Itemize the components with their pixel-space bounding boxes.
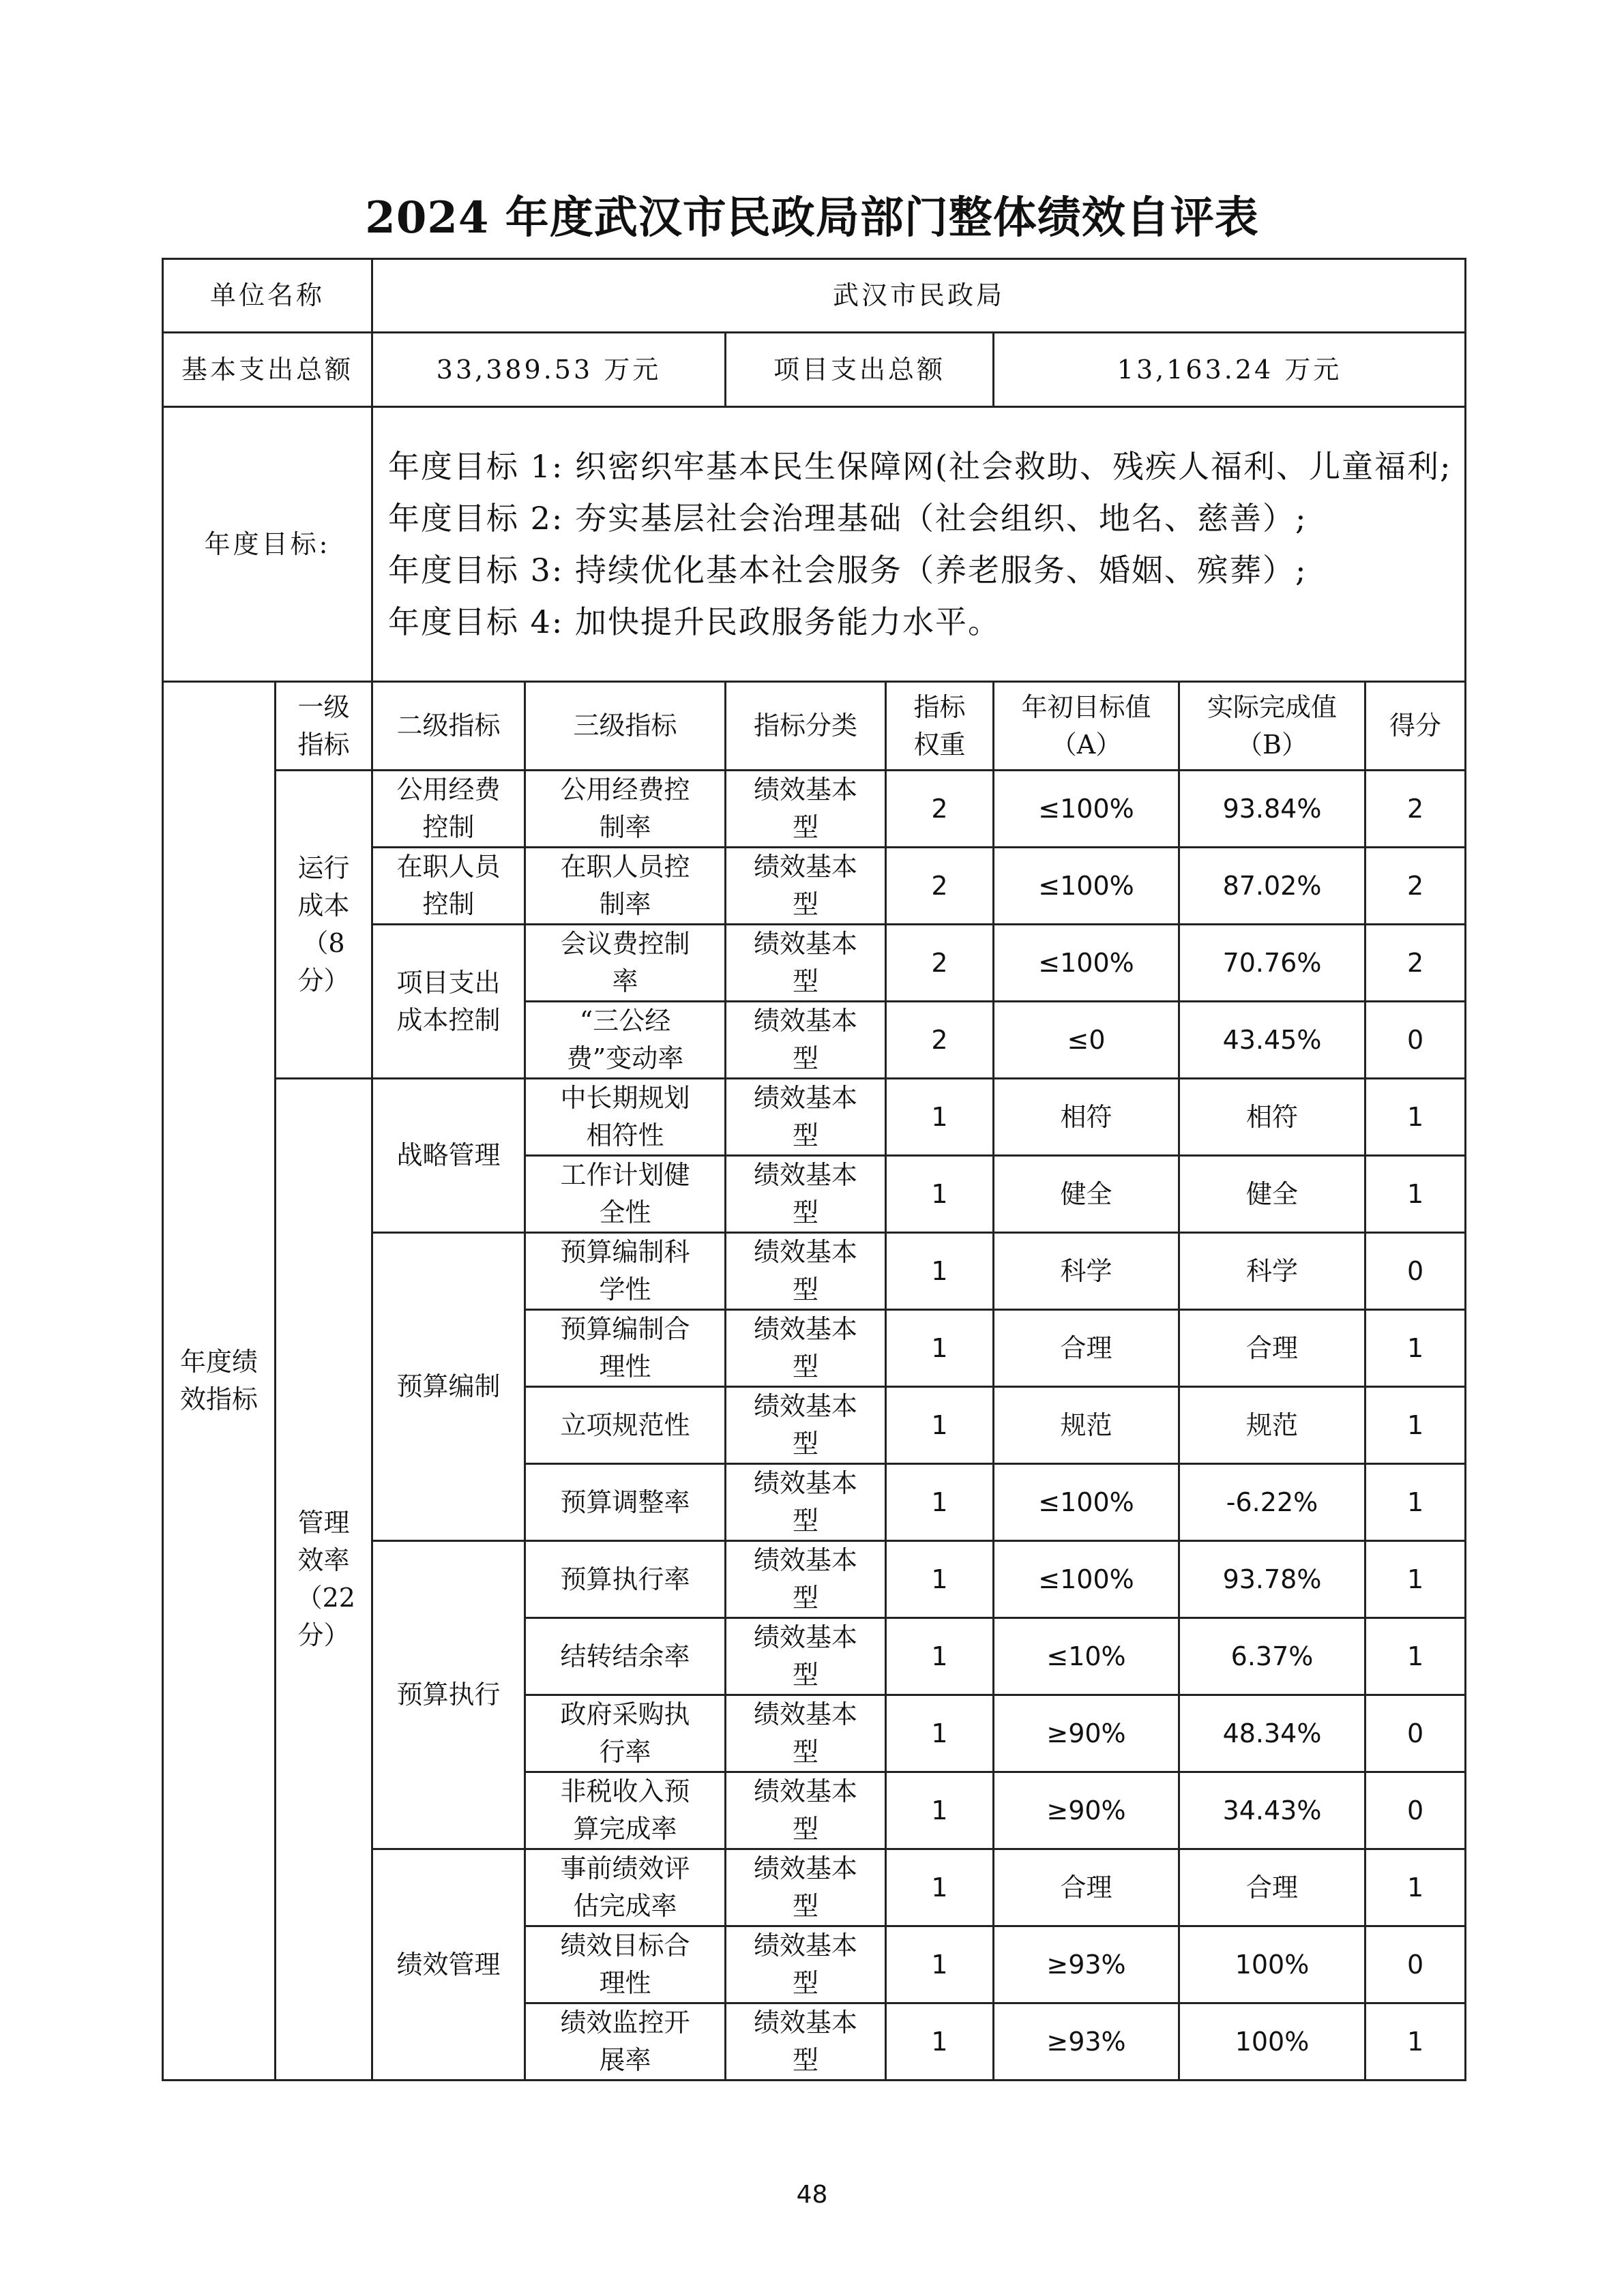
actual-value: -6.22%: [1179, 1464, 1365, 1541]
level3-indicator: 预算编制合理性: [525, 1310, 726, 1387]
score: 0: [1365, 1233, 1466, 1310]
indicator-category: 绩效基本型: [726, 925, 886, 1002]
actual-value: 科学: [1179, 1233, 1365, 1310]
project-expenditure-value: 13,163.24 万元: [994, 333, 1466, 407]
header-level2: 二级指标: [372, 682, 525, 771]
level2-budget-execution: 预算执行: [372, 1541, 525, 1849]
header-level3: 三级指标: [525, 682, 726, 771]
unit-label: 单位名称: [163, 259, 372, 333]
actual-value: 合理: [1179, 1310, 1365, 1387]
indicator-category: 绩效基本型: [726, 1695, 886, 1772]
indicator-category: 绩效基本型: [726, 1156, 886, 1233]
indicator-weight: 1: [886, 1464, 994, 1541]
level3-indicator: 工作计划健全性: [525, 1156, 726, 1233]
level2-public-expense: 公用经费控制: [372, 771, 525, 848]
indicator-weight: 1: [886, 1772, 994, 1849]
indicator-category: 绩效基本型: [726, 1772, 886, 1849]
actual-value: 100%: [1179, 1926, 1365, 2003]
indicator-category: 绩效基本型: [726, 2003, 886, 2081]
indicator-weight: 2: [886, 771, 994, 848]
goal-item: 年度目标 3: 持续优化基本社会服务（养老服务、婚姻、殡葬）;: [388, 552, 1308, 588]
target-value: ≥93%: [994, 1926, 1179, 2003]
actual-value: 34.43%: [1179, 1772, 1365, 1849]
performance-table: [162, 258, 1466, 2081]
actual-value: 87.02%: [1179, 848, 1365, 925]
target-value: ≤100%: [994, 925, 1179, 1002]
level2-project-cost: 项目支出成本控制: [372, 925, 525, 1079]
target-value: 健全: [994, 1156, 1179, 1233]
score: 1: [1365, 1079, 1466, 1156]
indicator-category: 绩效基本型: [726, 1849, 886, 1926]
indicator-category: 绩效基本型: [726, 1464, 886, 1541]
level3-indicator: 在职人员控制率: [525, 848, 726, 925]
goal-item: 年度目标 2: 夯实基层社会治理基础（社会组织、地名、慈善）;: [388, 500, 1308, 537]
level3-indicator: 预算调整率: [525, 1464, 726, 1541]
basic-expenditure-value: 33,389.53 万元: [372, 333, 726, 407]
target-value: ≤100%: [994, 771, 1179, 848]
level3-indicator: 立项规范性: [525, 1387, 726, 1464]
indicator-weight: 1: [886, 1618, 994, 1695]
target-value: ≤10%: [994, 1618, 1179, 1695]
indicator-category: 绩效基本型: [726, 1002, 886, 1079]
target-value: ≤100%: [994, 1541, 1179, 1618]
level2-staff-control: 在职人员控制: [372, 848, 525, 925]
actual-value: 6.37%: [1179, 1618, 1365, 1695]
level2-strategy: 战略管理: [372, 1079, 525, 1233]
indicator-category: 绩效基本型: [726, 1079, 886, 1156]
indicator-category: 绩效基本型: [726, 848, 886, 925]
score: 1: [1365, 1849, 1466, 1926]
level2-performance-management: 绩效管理: [372, 1849, 525, 2081]
indicator-weight: 1: [886, 1695, 994, 1772]
target-value: 科学: [994, 1233, 1179, 1310]
indicator-category: 绩效基本型: [726, 1387, 886, 1464]
target-value: 规范: [994, 1387, 1179, 1464]
indicator-category: 绩效基本型: [726, 1926, 886, 2003]
level3-indicator: 绩效监控开展率: [525, 2003, 726, 2081]
level2-budget-preparation: 预算编制: [372, 1233, 525, 1541]
indicator-weight: 1: [886, 1156, 994, 1233]
score: 1: [1365, 1541, 1466, 1618]
header-actual: 实际完成值（B）: [1179, 682, 1365, 771]
indicator-category: 绩效基本型: [726, 1618, 886, 1695]
page-title: 2024 年度武汉市民政局部门整体绩效自评表: [365, 192, 1259, 243]
indicator-weight: 1: [886, 1849, 994, 1926]
indicator-category: 绩效基本型: [726, 771, 886, 848]
actual-value: 43.45%: [1179, 1002, 1365, 1079]
indicator-category: 绩效基本型: [726, 1233, 886, 1310]
indicator-category: 绩效基本型: [726, 1310, 886, 1387]
score: 2: [1365, 848, 1466, 925]
annual-goals: [372, 407, 1466, 682]
header-level1: 一级指标: [276, 682, 372, 771]
goal-item: 年度目标 4: 加快提升民政服务能力水平。: [388, 603, 1001, 640]
header-category: 指标分类: [726, 682, 886, 771]
indicator-weight: 1: [886, 1541, 994, 1618]
level3-indicator: 预算编制科学性: [525, 1233, 726, 1310]
actual-value: 93.84%: [1179, 771, 1365, 848]
actual-value: 93.78%: [1179, 1541, 1365, 1618]
goal-item: 年度目标 1: 织密织牢基本民生保障网(社会救助、残疾人福利、儿童福利;: [388, 448, 1452, 485]
indicators-section-label: 年度绩效指标: [163, 682, 276, 2081]
basic-expenditure-label: 基本支出总额: [163, 333, 372, 407]
score: 2: [1365, 925, 1466, 1002]
actual-value: 48.34%: [1179, 1695, 1365, 1772]
target-value: ≤100%: [994, 1464, 1179, 1541]
score: 0: [1365, 1926, 1466, 2003]
level3-indicator: 绩效目标合理性: [525, 1926, 726, 2003]
actual-value: 70.76%: [1179, 925, 1365, 1002]
header-target: 年初目标值（A）: [994, 682, 1179, 771]
actual-value: 相符: [1179, 1079, 1365, 1156]
target-value: ≥90%: [994, 1695, 1179, 1772]
actual-value: 合理: [1179, 1849, 1365, 1926]
level3-indicator: 预算执行率: [525, 1541, 726, 1618]
level3-indicator: 公用经费控制率: [525, 771, 726, 848]
unit-value: 武汉市民政局: [372, 259, 1466, 333]
target-value: ≥90%: [994, 1772, 1179, 1849]
indicator-weight: 1: [886, 1233, 994, 1310]
header-score: 得分: [1365, 682, 1466, 771]
target-value: 相符: [994, 1079, 1179, 1156]
target-value: 合理: [994, 1849, 1179, 1926]
score: 2: [1365, 771, 1466, 848]
target-value: ≥93%: [994, 2003, 1179, 2081]
indicator-category: 绩效基本型: [726, 1541, 886, 1618]
indicator-weight: 1: [886, 2003, 994, 2081]
actual-value: 健全: [1179, 1156, 1365, 1233]
page-number: 48: [796, 2181, 828, 2209]
indicator-weight: 1: [886, 1926, 994, 2003]
target-value: 合理: [994, 1310, 1179, 1387]
annual-goals-label: 年度目标:: [163, 407, 372, 682]
actual-value: 规范: [1179, 1387, 1365, 1464]
indicator-weight: 1: [886, 1387, 994, 1464]
indicator-weight: 1: [886, 1079, 994, 1156]
header-weight: 指标权重: [886, 682, 994, 771]
score: 1: [1365, 1387, 1466, 1464]
level1-management-efficiency: 管理效率（22分）: [276, 1079, 372, 2081]
score: 1: [1365, 1464, 1466, 1541]
score: 0: [1365, 1772, 1466, 1849]
score: 1: [1365, 1618, 1466, 1695]
indicator-weight: 2: [886, 1002, 994, 1079]
target-value: ≤100%: [994, 848, 1179, 925]
level3-indicator: 中长期规划相符性: [525, 1079, 726, 1156]
score: 0: [1365, 1695, 1466, 1772]
level1-operating-cost: 运行成本（8分）: [276, 771, 372, 1079]
level3-indicator: “三公经费”变动率: [525, 1002, 726, 1079]
level3-indicator: 非税收入预算完成率: [525, 1772, 726, 1849]
actual-value: 100%: [1179, 2003, 1365, 2081]
project-expenditure-label: 项目支出总额: [726, 333, 994, 407]
level3-indicator: 结转结余率: [525, 1618, 726, 1695]
score: 0: [1365, 1002, 1466, 1079]
score: 1: [1365, 1310, 1466, 1387]
score: 1: [1365, 1156, 1466, 1233]
level3-indicator: 会议费控制率: [525, 925, 726, 1002]
level3-indicator: 政府采购执行率: [525, 1695, 726, 1772]
indicator-weight: 1: [886, 1310, 994, 1387]
indicator-weight: 2: [886, 925, 994, 1002]
level3-indicator: 事前绩效评估完成率: [525, 1849, 726, 1926]
target-value: ≤0: [994, 1002, 1179, 1079]
score: 1: [1365, 2003, 1466, 2081]
indicator-weight: 2: [886, 848, 994, 925]
